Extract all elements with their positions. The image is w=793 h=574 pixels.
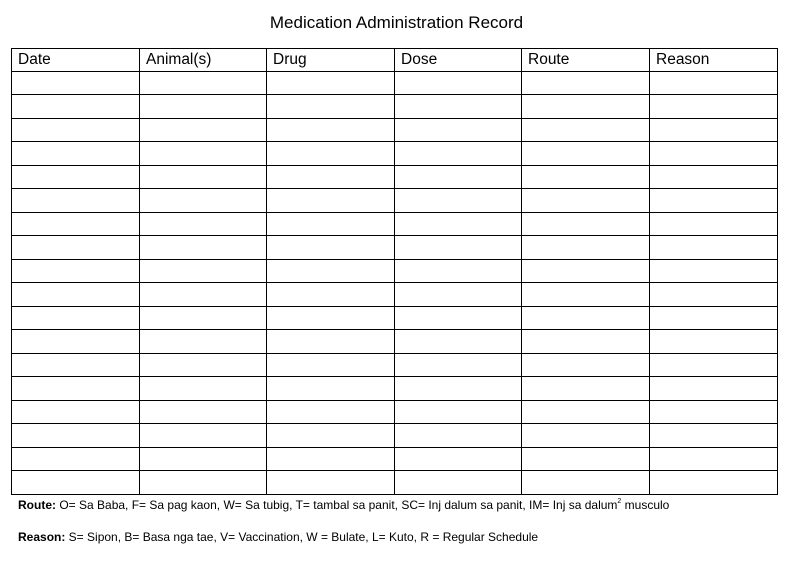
table-cell[interactable]	[140, 306, 267, 330]
table-cell[interactable]	[140, 353, 267, 377]
table-cell[interactable]	[267, 236, 395, 260]
table-cell[interactable]	[12, 95, 140, 119]
table-cell[interactable]	[650, 424, 778, 448]
table-cell[interactable]	[522, 212, 650, 236]
column-header-dose: Dose	[395, 49, 522, 72]
table-cell[interactable]	[650, 377, 778, 401]
table-cell[interactable]	[395, 424, 522, 448]
column-header-route: Route	[522, 49, 650, 72]
table-cell[interactable]	[522, 142, 650, 166]
table-cell[interactable]	[140, 189, 267, 213]
table-cell[interactable]	[267, 142, 395, 166]
table-cell[interactable]	[650, 212, 778, 236]
table-row	[12, 353, 778, 377]
column-header-date: Date	[12, 49, 140, 72]
table-cell[interactable]	[395, 400, 522, 424]
table-cell[interactable]	[140, 471, 267, 495]
table-cell[interactable]	[395, 330, 522, 354]
table-cell[interactable]	[395, 118, 522, 142]
table-row	[12, 212, 778, 236]
table-row	[12, 189, 778, 213]
table-cell[interactable]	[522, 236, 650, 260]
table-cell[interactable]	[140, 400, 267, 424]
table-cell[interactable]	[650, 95, 778, 119]
table-cell[interactable]	[395, 353, 522, 377]
table-cell[interactable]	[522, 189, 650, 213]
table-cell[interactable]	[267, 330, 395, 354]
table-cell[interactable]	[650, 447, 778, 471]
table-cell[interactable]	[12, 400, 140, 424]
column-header-animals: Animal(s)	[140, 49, 267, 72]
table-row	[12, 259, 778, 283]
table-cell[interactable]	[395, 71, 522, 95]
table-cell[interactable]	[12, 118, 140, 142]
table-cell[interactable]	[12, 212, 140, 236]
table-row	[12, 447, 778, 471]
table-cell[interactable]	[12, 165, 140, 189]
table-row	[12, 283, 778, 307]
table-cell[interactable]	[650, 259, 778, 283]
table-cell[interactable]	[140, 142, 267, 166]
table-cell[interactable]	[140, 259, 267, 283]
table-cell[interactable]	[267, 471, 395, 495]
route-legend-text-end: musculo	[621, 498, 670, 512]
table-cell[interactable]	[522, 377, 650, 401]
table-cell[interactable]	[267, 189, 395, 213]
table-row	[12, 236, 778, 260]
table-cell[interactable]	[267, 353, 395, 377]
table-cell[interactable]	[12, 471, 140, 495]
table-cell[interactable]	[140, 71, 267, 95]
table-cell[interactable]	[267, 212, 395, 236]
table-cell[interactable]	[140, 330, 267, 354]
table-cell[interactable]	[522, 400, 650, 424]
table-cell[interactable]	[395, 212, 522, 236]
table-cell[interactable]	[522, 471, 650, 495]
table-cell[interactable]	[395, 259, 522, 283]
table-cell[interactable]	[395, 165, 522, 189]
table-row	[12, 330, 778, 354]
table-cell[interactable]	[395, 447, 522, 471]
medication-record-table	[11, 48, 778, 495]
table-cell[interactable]	[650, 236, 778, 260]
table-cell[interactable]	[522, 259, 650, 283]
table-cell[interactable]	[12, 353, 140, 377]
table-cell[interactable]	[522, 165, 650, 189]
table-cell[interactable]	[12, 306, 140, 330]
reason-legend-label: Reason:	[18, 530, 66, 544]
table-cell[interactable]	[140, 447, 267, 471]
table-cell[interactable]	[395, 95, 522, 119]
table-row	[12, 306, 778, 330]
table-cell[interactable]	[650, 142, 778, 166]
table-cell[interactable]	[522, 447, 650, 471]
table-cell[interactable]	[267, 377, 395, 401]
table-row	[12, 424, 778, 448]
column-header-drug: Drug	[267, 49, 395, 72]
table-cell[interactable]	[140, 165, 267, 189]
table-cell[interactable]	[140, 283, 267, 307]
table-cell[interactable]	[650, 118, 778, 142]
table-cell[interactable]	[140, 236, 267, 260]
table-cell[interactable]	[140, 424, 267, 448]
table-cell[interactable]	[12, 236, 140, 260]
table-cell[interactable]	[395, 306, 522, 330]
table-cell[interactable]	[395, 236, 522, 260]
table-cell[interactable]	[267, 283, 395, 307]
table-row	[12, 95, 778, 119]
reason-legend-text: S= Sipon, B= Basa nga tae, V= Vaccination, W = Bulate, L= Kuto, R = Regular Schedule	[65, 530, 539, 544]
table-cell[interactable]	[395, 377, 522, 401]
route-legend-text: O= Sa Baba, F= Sa pag kaon, W= Sa tubig, T= tambal sa panit, SC= Inj dalum sa panit, IM= Inj sa dalum	[56, 498, 618, 512]
column-header-reason: Reason	[650, 49, 778, 72]
table-cell[interactable]	[140, 118, 267, 142]
table-cell[interactable]	[12, 447, 140, 471]
route-legend-label: Route:	[18, 498, 56, 512]
table-cell[interactable]	[267, 447, 395, 471]
table-cell[interactable]	[522, 353, 650, 377]
table-cell[interactable]	[650, 400, 778, 424]
table-cell[interactable]	[650, 283, 778, 307]
table-cell[interactable]	[522, 118, 650, 142]
page-title: Medication Administration Record	[269, 13, 524, 32]
table-cell[interactable]	[267, 95, 395, 119]
table-cell[interactable]	[395, 283, 522, 307]
table-header-row	[12, 49, 778, 72]
table-cell[interactable]	[267, 165, 395, 189]
table-cell[interactable]	[12, 71, 140, 95]
table-cell[interactable]	[650, 189, 778, 213]
table-cell[interactable]	[522, 424, 650, 448]
table-row	[12, 118, 778, 142]
table-body	[12, 71, 778, 494]
table-cell[interactable]	[267, 400, 395, 424]
table-cell[interactable]	[267, 259, 395, 283]
table-cell[interactable]	[395, 142, 522, 166]
route-legend-superscript: 2	[617, 498, 622, 505]
table-row	[12, 377, 778, 401]
table-cell[interactable]	[522, 330, 650, 354]
table-cell[interactable]	[650, 330, 778, 354]
table-row	[12, 471, 778, 495]
table-cell[interactable]	[12, 283, 140, 307]
table-cell[interactable]	[267, 118, 395, 142]
table-cell[interactable]	[522, 306, 650, 330]
table-cell[interactable]	[267, 306, 395, 330]
table-cell[interactable]	[395, 189, 522, 213]
table-cell[interactable]	[650, 71, 778, 95]
table-cell[interactable]	[12, 424, 140, 448]
table-cell[interactable]	[12, 142, 140, 166]
table-row	[12, 165, 778, 189]
table-cell[interactable]	[522, 283, 650, 307]
table-row	[12, 142, 778, 166]
table-cell[interactable]	[650, 165, 778, 189]
table-cell[interactable]	[12, 377, 140, 401]
table-cell[interactable]	[522, 95, 650, 119]
table-cell[interactable]	[140, 95, 267, 119]
reason-legend	[18, 530, 538, 544]
table-cell[interactable]	[395, 471, 522, 495]
table-cell[interactable]	[267, 424, 395, 448]
table-cell[interactable]	[522, 71, 650, 95]
table-row	[12, 400, 778, 424]
table-cell[interactable]	[140, 212, 267, 236]
table-cell[interactable]	[650, 306, 778, 330]
table-cell[interactable]	[650, 353, 778, 377]
table-cell[interactable]	[12, 330, 140, 354]
table-cell[interactable]	[12, 189, 140, 213]
table-cell[interactable]	[140, 377, 267, 401]
table-cell[interactable]	[267, 71, 395, 95]
route-legend	[18, 498, 669, 512]
table-cell[interactable]	[12, 259, 140, 283]
table-cell[interactable]	[650, 471, 778, 495]
table-row	[12, 71, 778, 95]
